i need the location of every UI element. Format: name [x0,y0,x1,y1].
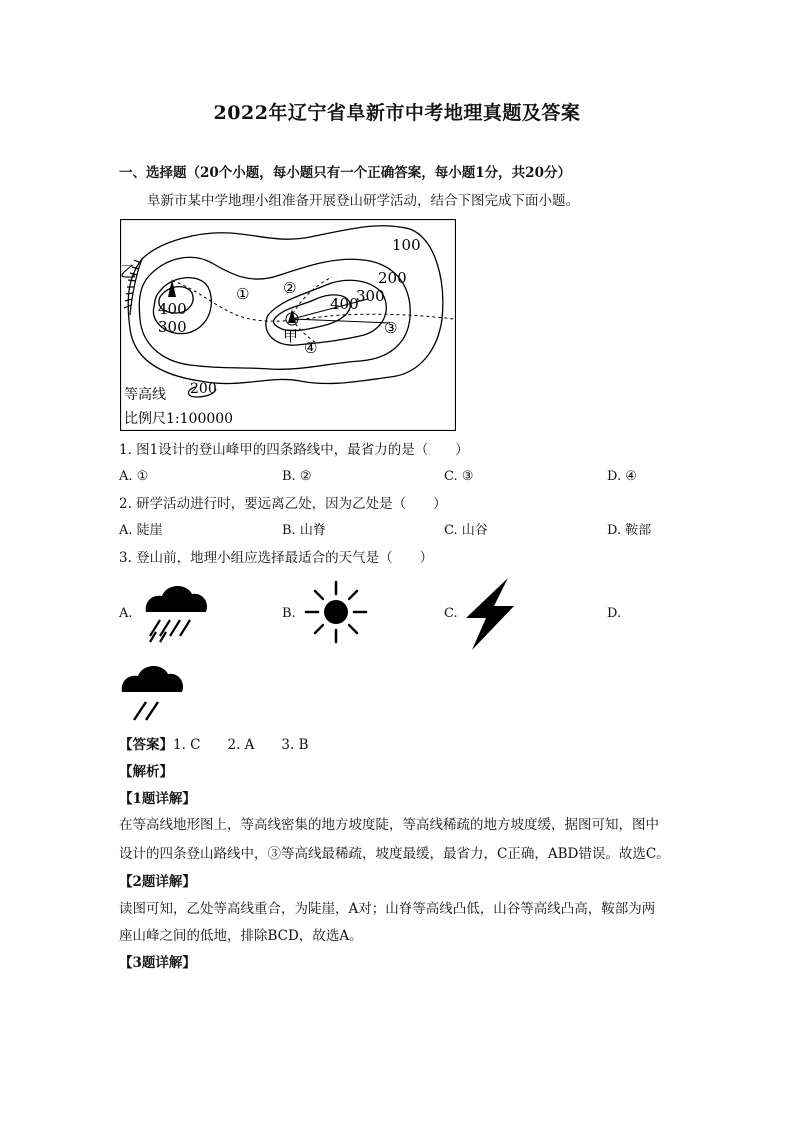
answer-line [119,735,309,755]
label-jia: 甲 [283,327,299,345]
question-2-option-a[interactable]: A. 陡崖 [119,523,163,538]
label-route-3: ③ [384,319,398,337]
light-rain-icon[interactable] [118,658,188,728]
question-2-option-d[interactable]: D. 鞍部 [607,523,652,538]
detail-1-heading: 【1题详解】 [119,791,196,807]
label-contour-300-left: 300 [158,318,187,336]
question-1-option-c[interactable]: C. ③ [444,469,474,484]
question-3-stem: 3. 登山前，地理小组应选择最适合的天气是（ ） [119,550,434,566]
question-1-option-a[interactable]: A. ① [119,469,149,484]
label-route-2: ② [283,279,297,297]
question-2-option-c[interactable]: C. 山谷 [444,523,488,538]
answer-label: 【答案】 [119,737,173,753]
label-route-4: ④ [304,339,318,357]
question-3-option-a[interactable]: A. [119,606,133,621]
label-contour-400-right: 400 [330,295,359,313]
detail-1-line-1: 在等高线地形图上，等高线密集的地方坡度陡，等高线稀疏的地方坡度缓，据图可知，图中 [119,817,659,833]
section-heading: 一、选择题（20个小题，每小题只有一个正确答案，每小题1分，共20分） [119,165,571,181]
detail-2-line-2: 座山峰之间的低地，排除BCD，故选A。 [119,928,363,944]
label-contour-100: 100 [392,236,421,254]
answer-text: 1. C 2. A 3. B [173,737,309,753]
heavy-rain-icon[interactable] [142,580,210,648]
detail-2-line-1: 读图可知，乙处等高线重合，为陡崖，A对；山脊等高线凸低，山谷等高线凸高，鞍部为两 [119,901,656,917]
question-intro: 阜新市某中学地理小组准备开展登山研学活动，结合下图完成下面小题。 [147,193,579,209]
detail-1-line-2: 设计的四条登山路线中，③等高线最稀疏，坡度最缓，最省力，C正确，ABD错误。故选C。 [119,846,670,862]
question-2-option-b[interactable]: B. 山脊 [282,523,326,538]
question-1-stem: 1. 图1设计的登山峰甲的四条路线中，最省力的是（ ） [119,442,469,458]
legend-contour-value: 200 [190,381,217,397]
label-contour-300-right: 300 [356,287,385,305]
analysis-heading: 【解析】 [119,764,173,780]
label-yi: 乙 [120,262,137,281]
lightning-icon[interactable] [462,576,518,652]
detail-2-heading: 【2题详解】 [119,874,196,890]
legend-scale: 比例尺1:100000 [124,411,234,427]
contour-map-figure [120,219,456,431]
label-contour-400-left: 400 [158,300,187,318]
question-1-option-d[interactable]: D. ④ [607,469,637,484]
label-contour-200: 200 [378,269,407,287]
page-title: 2022年辽宁省阜新市中考地理真题及答案 [213,102,581,124]
question-3-option-b[interactable]: B. [282,606,296,621]
sun-icon[interactable] [302,578,370,646]
legend-contour-label: 等高线 [124,387,166,403]
question-3-option-d[interactable]: D. [607,606,622,621]
question-3-option-c[interactable]: C. [444,606,458,621]
detail-3-heading: 【3题详解】 [119,955,196,971]
label-route-1: ① [236,285,250,303]
question-2-stem: 2. 研学活动进行时，要远离乙处，因为乙处是（ ） [119,496,447,512]
question-1-option-b[interactable]: B. ② [282,469,312,484]
